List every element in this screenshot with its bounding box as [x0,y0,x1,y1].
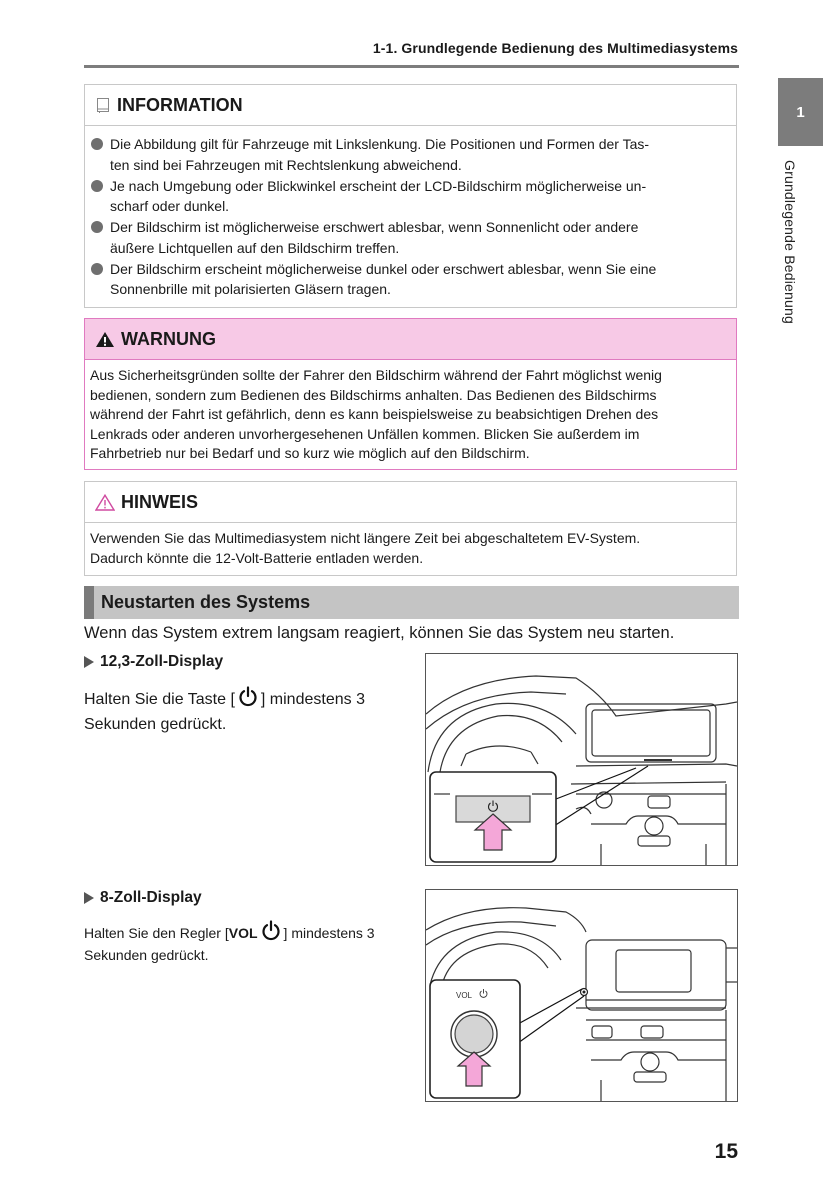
triangle-bullet-icon [84,892,94,904]
section-header-title: 1-1. Grundlegende Bedienung des Multimediasystems [372,40,738,56]
information-item: Der Bildschirm erscheint möglicherweise dunkel oder erschwert ablesbar, wenn Sie eine Sonnenbrille mit polarisierten Gläsern tragen. [91,259,722,300]
bullet-icon [91,138,103,150]
page-number: 15 [714,1140,738,1163]
figure-vol-label: VOL [456,991,473,1000]
information-title: INFORMATION [117,94,243,115]
information-box [84,84,737,308]
chapter-tab: 1 [778,78,823,146]
warning-title: WARNUNG [121,328,216,349]
notice-header [85,482,736,523]
subheading-8-inch: 8-Zoll-Display [84,889,202,907]
triangle-bullet-icon [84,656,94,668]
caution-triangle-icon [95,494,115,511]
information-item: Die Abbildung gilt für Fahrzeuge mit Linkslenkung. Die Positionen und Formen der Tas- ten sind bei Fahrzeugen mit Rechtslenkung abweichend. [91,134,722,175]
notice-box [84,481,737,576]
warning-triangle-icon [95,331,115,348]
chapter-tab-label: Grundlegende Bedienung [782,160,798,324]
warning-header [85,319,736,360]
information-item: Je nach Umgebung oder Blickwinkel erscheint der LCD-Bildschirm möglicherweise un- scharf oder dunkel. [91,176,722,217]
instruction-12-inch: Halten Sie die Taste [ ] mindestens 3 Sekunden gedrückt. [84,686,414,736]
power-icon [238,686,258,714]
figure-12-inch-dashboard [425,653,738,866]
information-header [85,85,736,126]
notice-title: HINWEIS [121,491,199,512]
information-list [85,126,736,300]
bullet-icon [91,180,103,192]
section-intro: Wenn das System extrem langsam reagiert, können Sie das System neu starten. [84,624,675,642]
warning-body: Aus Sicherheitsgründen sollte der Fahrer den Bildschirm während der Fahrt möglichst wenig bedienen, sondern zum Bedienen des Bildschirms anhalten. Das Bedienen des Bildschirms während der Fahrt ist gefährlich, denn es kann beispielsweise zu beabsichtigen Drehen des Lenkrads oder anderen unvorhergesehenen Unfällen kommen. Blicken Sie außerdem im Fahrbetrieb nur bei Bedarf und so kurz wie möglich auf den Bildschirm. [90,367,662,461]
information-item: Der Bildschirm ist möglicherweise erschwert ablesbar, wenn Sonnenlicht oder andere äußere Lichtquellen auf den Bildschirm treffen. [91,217,722,258]
bullet-icon [91,221,103,233]
power-icon [261,920,281,946]
bullet-icon [91,263,103,275]
instruction-8-inch: Halten Sie den Regler [VOL ] mindestens 3 Sekunden gedrückt. [84,920,414,965]
warning-box [84,318,737,470]
figure-8-inch-dashboard [425,889,738,1102]
header-rule [84,65,739,68]
section-heading: Neustarten des Systems [84,586,739,619]
subheading-12-inch: 12,3-Zoll-Display [84,653,223,671]
book-icon [95,97,111,114]
notice-body: Verwenden Sie das Multimediasystem nicht längere Zeit bei abgeschaltetem EV-System. Dadurch könnte die 12-Volt-Batterie entladen werden. [90,530,641,566]
